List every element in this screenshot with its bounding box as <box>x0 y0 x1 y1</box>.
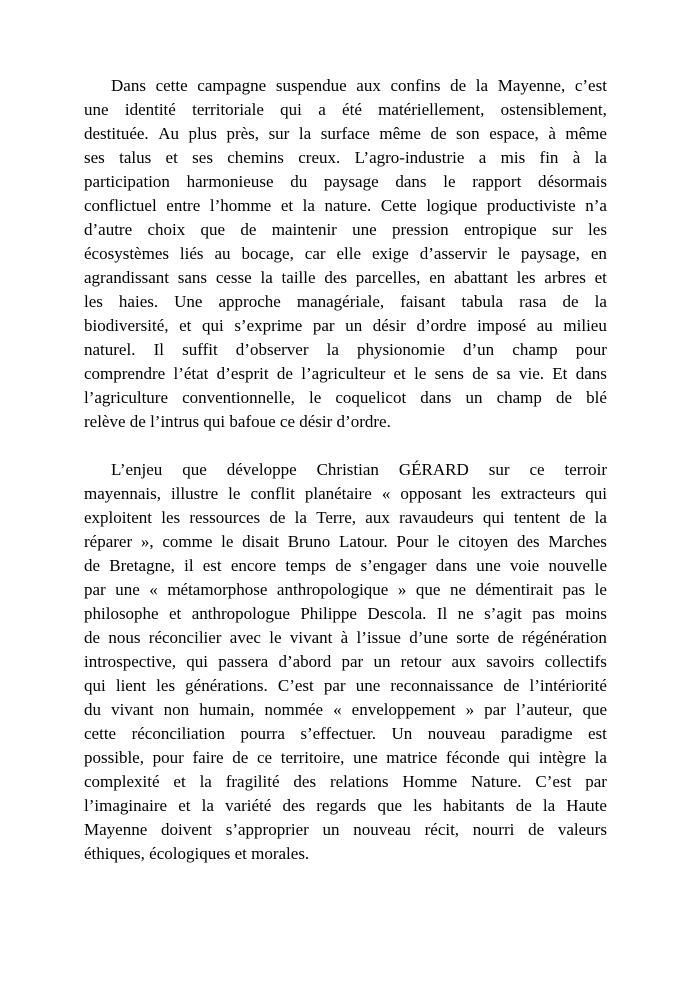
text-line: exploitent les ressources de la Terre, aux ravaudeurs qui tentent de la <box>84 508 607 527</box>
text-line: complexité et la fragilité des relations Homme Nature. C’est par <box>84 772 607 791</box>
text-line: possible, pour faire de ce territoire, une matrice féconde qui intègre la <box>84 748 607 767</box>
text-line: introspective, qui passera d’abord par un retour aux savoirs collectifs <box>84 652 607 671</box>
text-line: Mayenne doivent s’approprier un nouveau récit, nourri de valeurs <box>84 820 607 839</box>
text-line: biodiversité, et qui s’exprime par un désir d’ordre imposé au milieu <box>84 316 607 335</box>
text-line: agrandissant sans cesse la taille des parcelles, en abattant les arbres et <box>84 268 607 287</box>
text-line: écosystèmes liés au bocage, car elle exige d’asservir le paysage, en <box>84 244 607 263</box>
text-line: l’agriculture conventionnelle, le coquelicot dans un champ de blé <box>84 388 607 407</box>
text-line: du vivant non humain, nommée « enveloppement » par l’auteur, que <box>84 700 607 719</box>
text-line: philosophe et anthropologue Philippe Descola. Il ne s’agit pas moins <box>84 604 607 623</box>
text-line: par une « métamorphose anthropologique » que ne démentirait pas le <box>84 580 607 599</box>
text-line: destituée. Au plus près, sur la surface même de son espace, à même <box>84 124 607 143</box>
text-line: qui lient les générations. C’est par une reconnaissance de l’intériorité <box>84 676 607 695</box>
text-line: naturel. Il suffit d’observer la physionomie d’un champ pour <box>84 340 607 359</box>
text-line: d’autre choix que de maintenir une pression entropique sur les <box>84 220 607 239</box>
text-line: réparer », comme le disait Bruno Latour. Pour le citoyen des Marches <box>84 532 607 551</box>
text-line: participation harmonieuse du paysage dans le rapport désormais <box>84 172 607 191</box>
text-line: les haies. Une approche managériale, faisant tabula rasa de la <box>84 292 607 311</box>
text-line: mayennais, illustre le conflit planétaire « opposant les extracteurs qui <box>84 484 607 503</box>
text-line: relève de l’intrus qui bafoue ce désir d’ordre. <box>84 412 391 431</box>
text-line: L’enjeu que développe Christian GÉRARD sur ce terroir <box>111 460 607 479</box>
paragraph-1 <box>84 74 607 434</box>
text-line: l’imaginaire et la variété des regards que les habitants de la Haute <box>84 796 607 815</box>
text-line: ses talus et ses chemins creux. L’agro-industrie a mis fin à la <box>84 148 607 167</box>
text-line: de nous réconcilier avec le vivant à l’issue d’une sorte de régénération <box>84 628 607 647</box>
text-line: Dans cette campagne suspendue aux confins de la Mayenne, c’est <box>111 76 607 95</box>
text-line: de Bretagne, il est encore temps de s’engager dans une voie nouvelle <box>84 556 607 575</box>
text-line: éthiques, écologiques et morales. <box>84 844 310 863</box>
text-line: une identité territoriale qui a été matériellement, ostensiblement, <box>84 100 607 119</box>
text-line: cette réconciliation pourra s’effectuer. Un nouveau paradigme est <box>84 724 607 743</box>
text-line: comprendre l’état d’esprit de l’agriculteur et le sens de sa vie. Et dans <box>84 364 607 383</box>
text-block <box>84 74 607 866</box>
paragraph-2 <box>84 458 607 866</box>
text-line: conflictuel entre l’homme et la nature. Cette logique productiviste n’a <box>84 196 607 215</box>
